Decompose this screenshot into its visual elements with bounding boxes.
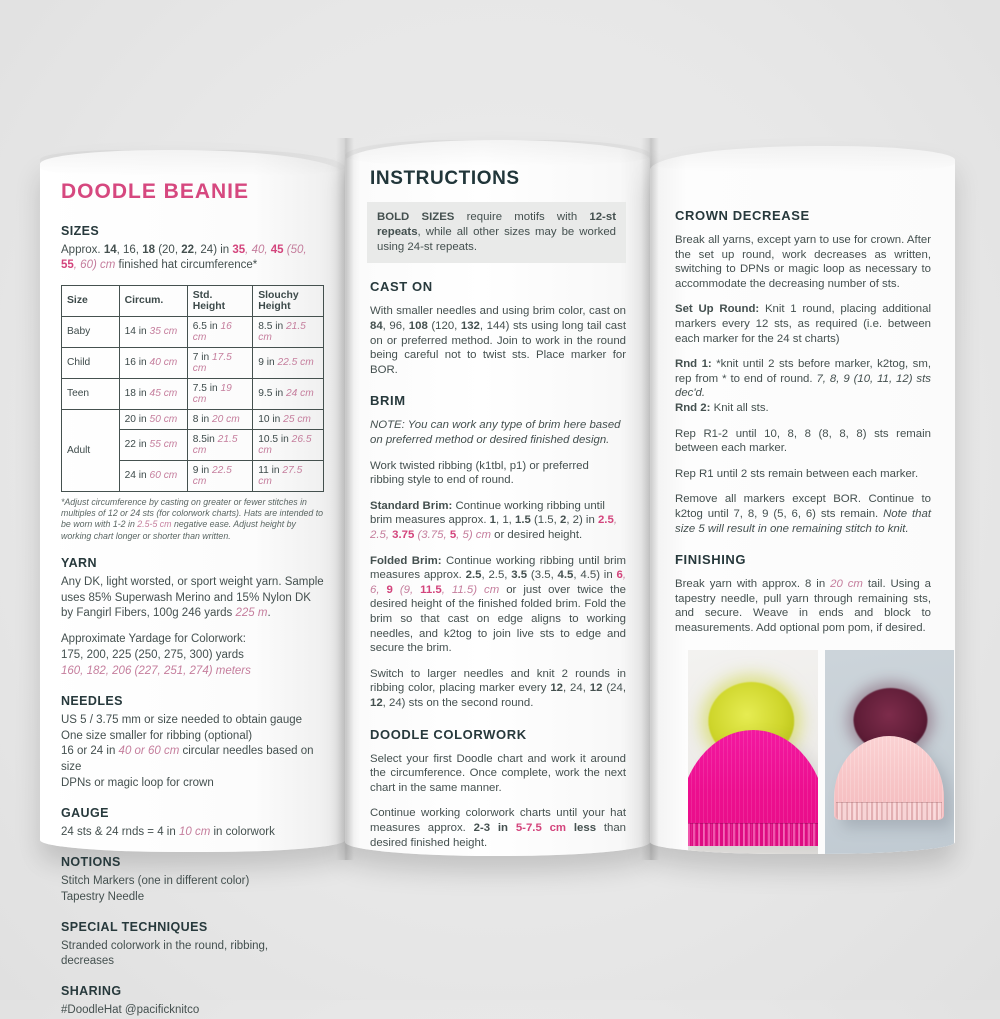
crown-decrease-heading: CROWN DECREASE <box>675 208 810 223</box>
gauge-line: 24 sts & 24 rnds = 4 in 10 cm in colorwork <box>61 825 275 838</box>
notions-line: Tapestry Needle <box>61 890 145 903</box>
rep-r1-paragraph: Rep R1 until 2 sts remain between each marker. <box>675 467 919 480</box>
notions-line: Stitch Markers (one in different color) <box>61 874 250 887</box>
beanie-ribbing <box>688 823 818 846</box>
panel-right <box>650 146 955 854</box>
std-height-cell: 7 in 17.5 cm <box>187 347 253 378</box>
sizes-footnote: *Adjust circumference by casting on greater or fewer stitches in multiples of 12 or 24 sts (for colorwork charts). Hats are intended to be worn with 1-2 in 2.5-5 cm negative ease. Adjust height by working chart longer or shorter than written. <box>61 496 324 541</box>
slouchy-height-cell: 10 in 25 cm <box>253 409 324 429</box>
brim-note: NOTE: You can work any type of brim here based on preferred method or desired finished design. <box>370 419 621 447</box>
sizes-intro: Approx. 14, 16, 18 (20, 22, 24) in 35, 40, 45 (50, 55, 60) cm finished hat circumference* <box>61 244 307 272</box>
bold-sizes-notice: BOLD SIZES require motifs with 12-st repeats, while all other sizes may be worked using 24-st repeats. <box>367 202 626 263</box>
size-label: Child <box>62 347 120 378</box>
std-height-cell: 8.5in 21.5 cm <box>187 429 253 460</box>
sizes-heading: SIZES <box>61 224 100 238</box>
std-height-cell: 6.5 in 16 cm <box>187 316 253 347</box>
slouchy-height-cell: 8.5 in 21.5 cm <box>253 316 324 347</box>
special-techniques-heading: SPECIAL TECHNIQUES <box>61 919 208 934</box>
needles-line: One size smaller for ribbing (optional) <box>61 729 253 742</box>
set-up-round-paragraph: Set Up Round: Knit 1 round, placing additional markers every 12 sts, as required (i.e. between each marker for the 24 st charts) <box>675 303 931 345</box>
circum-cell: 22 in 55 cm <box>119 429 187 460</box>
photo-lightpink-beanie-burgundy-pom <box>825 650 955 854</box>
rnd-2-line: Rnd 2: Knit all sts. <box>675 401 769 414</box>
hot-pink-beanie <box>688 730 818 846</box>
table-header-row <box>62 285 324 316</box>
finishing-heading: FINISHING <box>675 552 747 568</box>
table-row <box>62 378 324 409</box>
rep-r1-2-paragraph: Rep R1-2 until 10, 8, 8 (8, 8, 8) sts remain between each marker. <box>675 427 931 455</box>
col-header-circum: Circum. <box>119 285 187 316</box>
yarn-description: Any DK, light worsted, or sport weight yarn. Sample uses 85% Superwash Merino and 15% Nylon DK by Fangirl Fibers, 100g 246 yards 225 m. <box>61 576 324 619</box>
page-title: DOODLE BEANIE <box>61 180 250 203</box>
yardage-line: 175, 200, 225 (250, 275, 300) yards <box>61 648 244 661</box>
needles-line: US 5 / 3.75 mm or size needed to obtain gauge <box>61 713 303 726</box>
yardage-line: 160, 182, 206 (227, 251, 274) meters <box>61 664 251 677</box>
brim-heading: BRIM <box>370 393 406 409</box>
table-row <box>62 347 324 378</box>
folded-brim-paragraph: Folded Brim: Continue working ribbing until brim measures approx. 2.5, 2.5, 3.5 (3.5, 4.5, 4.5) in 6, 6, 9 (9, 11.5, 11.5) cm or just over twice the desired height of the finished folded brim. Fold the brim so that cast on edge aligns to working needles, and k2tog to join live sts to edge and secure the brim. <box>370 554 627 655</box>
sizes-table <box>61 285 324 492</box>
rnd-1-line: Rnd 1: *knit until 2 sts before marker, k2tog, sm, rep from * to end of round. 7, 8, 9 (10, 11, 12) sts dec'd. <box>675 358 931 400</box>
doodle-colorwork-heading: DOODLE COLORWORK <box>370 726 527 742</box>
circum-cell: 18 in 45 cm <box>119 378 187 409</box>
photo-strip <box>688 650 954 854</box>
gauge-heading: GAUGE <box>61 805 109 820</box>
size-label: Adult <box>62 409 120 491</box>
std-height-cell: 8 in 20 cm <box>187 409 253 429</box>
panel-middle <box>345 140 650 856</box>
table-row <box>62 409 324 429</box>
panel-left <box>40 150 345 1017</box>
circum-cell: 20 in 50 cm <box>119 409 187 429</box>
circum-cell: 24 in 60 cm <box>119 460 187 491</box>
trifold-pattern-brochure <box>40 138 955 1017</box>
table-row <box>62 316 324 347</box>
instructions-title: INSTRUCTIONS <box>370 168 520 189</box>
light-pink-beanie <box>834 736 944 820</box>
sharing-heading: SHARING <box>61 984 122 999</box>
crown-paragraph: Break all yarns, except yarn to use for crown. After the set up round, work decreases as written, switching to DPNs or magic loop as necessary to accommodate the decreasing number of sts. <box>675 234 931 290</box>
col-header-slouchy-height: Slouchy Height <box>253 285 324 316</box>
photo-pink-beanie-yellow-pom <box>688 650 818 854</box>
notions-heading: NOTIONS <box>61 854 121 869</box>
switch-needles-paragraph: Switch to larger needles and knit 2 rounds in ribbing color, placing marker every 12, 24, 12 (24, 12, 24) sts on the second round. <box>370 667 626 709</box>
std-height-cell: 7.5 in 19 cm <box>187 378 253 409</box>
standard-brim-paragraph: Standard Brim: Continue working ribbing until brim measures approx. 1, 1, 1.5 (1.5, 2, 2) in 2.5, 2.5, 3.75 (3.75, 5, 5) cm or desired height. <box>370 499 617 542</box>
needles-line: 16 or 24 in 40 or 60 cm circular needles based on size <box>61 745 314 774</box>
special-techniques-line: Stranded colorwork in the round, ribbing, decreases <box>61 939 269 968</box>
size-label: Baby <box>62 316 120 347</box>
slouchy-height-cell: 9 in 22.5 cm <box>253 347 324 378</box>
colorwork-paragraph: Select your first Doodle chart and work it around the circumference. Once complete, work the next chart in the same manner. <box>370 752 626 794</box>
needles-heading: NEEDLES <box>61 693 123 708</box>
col-header-size: Size <box>62 285 120 316</box>
size-label: Teen <box>62 378 120 409</box>
cast-on-paragraph: With smaller needles and using brim color, cast on 84, 96, 108 (120, 132, 144) sts using long tail cast on or preferred method. Join to work in the round being careful not to twist sts. Place marker for BOR. <box>370 305 626 376</box>
sharing-line: #DoodleHat @pacificknitco <box>61 1004 200 1017</box>
brim-ribbing-paragraph: Work twisted ribbing (k1tbl, p1) or preferred ribbing style to end of round. <box>370 459 589 487</box>
std-height-cell: 9 in 22.5 cm <box>187 460 253 491</box>
cast-on-heading: CAST ON <box>370 279 433 295</box>
yardage-line: Approximate Yardage for Colorwork: <box>61 633 246 646</box>
colorwork-paragraph: Continue working colorwork charts until your hat measures approx. 2-3 in 5-7.5 cm less than desired finished height. <box>370 807 626 849</box>
needles-line: DPNs or magic loop for crown <box>61 777 214 790</box>
yarn-heading: YARN <box>61 556 97 571</box>
slouchy-height-cell: 9.5 in 24 cm <box>253 378 324 409</box>
finishing-paragraph: Break yarn with approx. 8 in 20 cm tail. Using a tapestry needle, pull yarn through remaining sts, and secure. Weave in ends and block to measurements. Add optional pom pom, if desired. <box>675 578 931 634</box>
circum-cell: 16 in 40 cm <box>119 347 187 378</box>
remove-markers-paragraph: Remove all markers except BOR. Continue to k2tog until 7, 8, 9 (5, 6, 6) sts remain. Note that size 5 will result in one remaining stitch to knit. <box>675 493 931 535</box>
slouchy-height-cell: 11 in 27.5 cm <box>253 460 324 491</box>
col-header-std-height: Std. Height <box>187 285 253 316</box>
beanie-ribbing <box>836 802 942 820</box>
slouchy-height-cell: 10.5 in 26.5 cm <box>253 429 324 460</box>
circum-cell: 14 in 35 cm <box>119 316 187 347</box>
